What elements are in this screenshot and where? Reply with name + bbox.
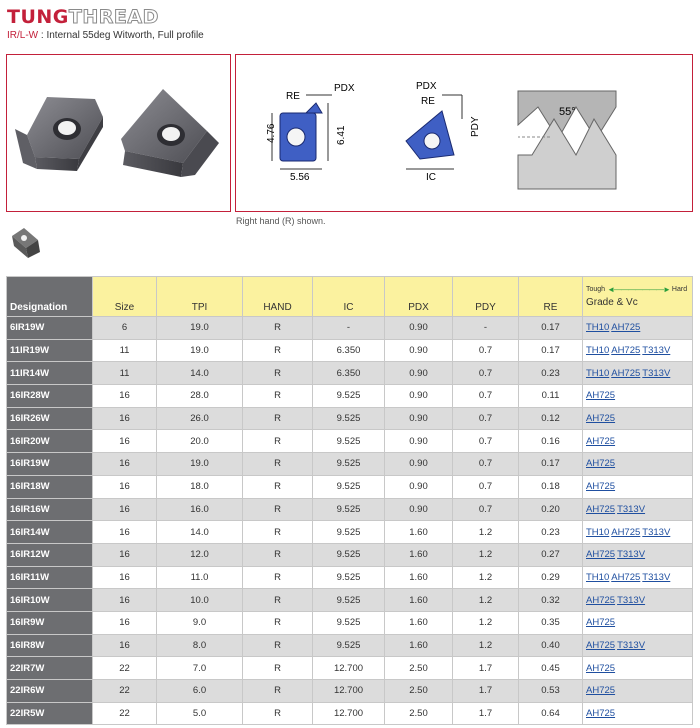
header-hand: HAND	[243, 277, 313, 317]
table-row	[7, 566, 693, 589]
label-re-2: RE	[421, 96, 435, 107]
header-re: RE	[519, 277, 583, 317]
size-cell: 16	[93, 385, 157, 408]
table-row	[7, 339, 693, 362]
designation-cell: 16IR26W	[7, 407, 93, 430]
re-cell: 0.23	[519, 362, 583, 385]
tpi-cell: 19.0	[157, 453, 243, 476]
tpi-cell: 16.0	[157, 498, 243, 521]
grade-link[interactable]: AH725	[586, 708, 616, 720]
tpi-cell: 19.0	[157, 317, 243, 340]
size-cell: 22	[93, 657, 157, 680]
grade-link[interactable]: AH725	[611, 345, 641, 357]
pdx-cell: 2.50	[385, 702, 453, 725]
dim-5-56: 5.56	[290, 172, 310, 183]
header-tpi: TPI	[157, 277, 243, 317]
grade-link[interactable]: AH725	[586, 458, 616, 470]
grade-link[interactable]: AH725	[611, 322, 641, 334]
header-pdy: PDY	[453, 277, 519, 317]
size-cell: 16	[93, 453, 157, 476]
tpi-cell: 5.0	[157, 702, 243, 725]
designation-cell: 16IR18W	[7, 475, 93, 498]
table-row	[7, 543, 693, 566]
ic-cell: 9.525	[313, 407, 385, 430]
grade-link[interactable]: T313V	[617, 639, 646, 651]
re-cell: 0.23	[519, 521, 583, 544]
table-row	[7, 362, 693, 385]
hand-cell: R	[243, 702, 313, 725]
header-grade	[583, 277, 693, 317]
grade-link[interactable]: AH725	[611, 367, 641, 379]
hand-cell: R	[243, 430, 313, 453]
grade-link[interactable]: AH725	[611, 571, 641, 583]
hand-cell: R	[243, 521, 313, 544]
ic-cell: 9.525	[313, 566, 385, 589]
re-cell: 0.18	[519, 475, 583, 498]
grade-link[interactable]: AH725	[586, 435, 616, 447]
grade-link[interactable]: AH725	[586, 617, 616, 629]
hand-cell: R	[243, 453, 313, 476]
size-cell: 16	[93, 611, 157, 634]
ic-cell: 12.700	[313, 702, 385, 725]
size-cell: 16	[93, 521, 157, 544]
table-row	[7, 475, 693, 498]
re-cell: 0.32	[519, 589, 583, 612]
grade-cell	[583, 589, 693, 612]
pdy-cell: 0.7	[453, 339, 519, 362]
grade-link[interactable]: AH725	[586, 594, 616, 606]
pdy-cell: 0.7	[453, 407, 519, 430]
re-cell: 0.12	[519, 407, 583, 430]
hand-cell: R	[243, 339, 313, 362]
hand-cell: R	[243, 407, 313, 430]
grade-link[interactable]: T313V	[642, 367, 671, 379]
dim-4-76: 4.76	[266, 123, 277, 143]
header-ic: IC	[313, 277, 385, 317]
pdx-cell: 0.90	[385, 385, 453, 408]
pdx-cell: 0.90	[385, 430, 453, 453]
header-pdx: PDX	[385, 277, 453, 317]
size-cell: 11	[93, 339, 157, 362]
grade-cell	[583, 657, 693, 680]
tpi-cell: 12.0	[157, 543, 243, 566]
pdx-cell: 0.90	[385, 317, 453, 340]
table-row	[7, 407, 693, 430]
hand-cell: R	[243, 634, 313, 657]
table-row	[7, 385, 693, 408]
re-cell: 0.27	[519, 543, 583, 566]
table-header-row	[7, 277, 693, 317]
re-cell: 0.40	[519, 634, 583, 657]
grade-vc-label: Grade & Vc	[586, 297, 638, 308]
table-row	[7, 680, 693, 703]
label-angle: 55°	[559, 106, 576, 118]
table-row	[7, 702, 693, 725]
grade-cell	[583, 430, 693, 453]
grade-link[interactable]: TH10	[586, 526, 610, 538]
table-row	[7, 589, 693, 612]
pdx-cell: 0.90	[385, 339, 453, 362]
product-code: IR/L-W	[7, 30, 39, 41]
pdx-cell: 0.90	[385, 407, 453, 430]
tough-hard-arrow-icon: ◄———————►	[607, 285, 670, 294]
pdx-cell: 1.60	[385, 566, 453, 589]
designation-cell: 16IR14W	[7, 521, 93, 544]
table-row	[7, 317, 693, 340]
designation-cell: 16IR12W	[7, 543, 93, 566]
product-description: : Internal 55deg Witworth, Full profile	[38, 30, 204, 41]
pdy-cell: 1.2	[453, 566, 519, 589]
hand-cell: R	[243, 589, 313, 612]
grade-link[interactable]: TH10	[586, 322, 610, 334]
re-cell: 0.53	[519, 680, 583, 703]
pdy-cell: 1.2	[453, 543, 519, 566]
designation-cell: 22IR5W	[7, 702, 93, 725]
pdx-cell: 2.50	[385, 680, 453, 703]
pdy-cell: 0.7	[453, 430, 519, 453]
designation-cell: 16IR8W	[7, 634, 93, 657]
tpi-cell: 26.0	[157, 407, 243, 430]
grade-link[interactable]: AH725	[586, 413, 616, 425]
re-cell: 0.45	[519, 657, 583, 680]
grade-link[interactable]: AH725	[586, 549, 616, 561]
size-cell: 22	[93, 680, 157, 703]
size-cell: 16	[93, 589, 157, 612]
tpi-cell: 14.0	[157, 362, 243, 385]
tough-hard-scale	[586, 285, 692, 294]
ic-cell: 12.700	[313, 657, 385, 680]
grade-link[interactable]: AH725	[611, 526, 641, 538]
grade-link[interactable]: T313V	[617, 549, 646, 561]
re-cell: 0.11	[519, 385, 583, 408]
dimension-diagram-panel	[235, 54, 693, 212]
hard-label: Hard	[671, 286, 688, 293]
hand-cell: R	[243, 566, 313, 589]
ic-cell: 9.525	[313, 589, 385, 612]
label-pdy: PDY	[470, 116, 481, 137]
grade-link[interactable]: AH725	[586, 390, 616, 402]
grade-link[interactable]: TH10	[586, 345, 610, 357]
grade-cell	[583, 317, 693, 340]
pdy-cell: 0.7	[453, 475, 519, 498]
insert-thumbnail	[8, 226, 44, 260]
ic-cell: 9.525	[313, 498, 385, 521]
ic-cell: 9.525	[313, 453, 385, 476]
pdy-cell: 0.7	[453, 362, 519, 385]
designation-cell: 22IR6W	[7, 680, 93, 703]
table-row	[7, 521, 693, 544]
designation-cell: 22IR7W	[7, 657, 93, 680]
hand-cell: R	[243, 680, 313, 703]
re-cell: 0.17	[519, 317, 583, 340]
size-cell: 16	[93, 475, 157, 498]
ic-cell: 9.525	[313, 475, 385, 498]
tpi-cell: 9.0	[157, 611, 243, 634]
hand-cell: R	[243, 362, 313, 385]
pdy-cell: 1.2	[453, 634, 519, 657]
label-pdx-2: PDX	[416, 81, 437, 92]
grade-link[interactable]: AH725	[586, 662, 616, 674]
pdy-cell: 1.7	[453, 702, 519, 725]
pdy-cell: -	[453, 317, 519, 340]
grade-link[interactable]: AH725	[586, 685, 616, 697]
grade-cell	[583, 634, 693, 657]
grade-link[interactable]: T313V	[617, 594, 646, 606]
dim-6-41: 6.41	[336, 125, 347, 145]
brand-logo	[7, 6, 159, 28]
designation-cell: 6IR19W	[7, 317, 93, 340]
designation-cell: 11IR19W	[7, 339, 93, 362]
ic-cell: 6.350	[313, 339, 385, 362]
label-pdx-1: PDX	[334, 83, 355, 94]
re-cell: 0.20	[519, 498, 583, 521]
tough-label: Tough	[586, 286, 606, 293]
ic-cell: 9.525	[313, 430, 385, 453]
grade-link[interactable]: T313V	[642, 571, 671, 583]
pdx-cell: 0.90	[385, 475, 453, 498]
hand-cell: R	[243, 657, 313, 680]
re-cell: 0.64	[519, 702, 583, 725]
grade-cell	[583, 453, 693, 476]
tpi-cell: 7.0	[157, 657, 243, 680]
pdx-cell: 1.60	[385, 611, 453, 634]
insert-photo-panel	[6, 54, 231, 212]
pdx-cell: 0.90	[385, 453, 453, 476]
re-cell: 0.29	[519, 566, 583, 589]
hand-cell: R	[243, 385, 313, 408]
pdx-cell: 1.60	[385, 543, 453, 566]
size-cell: 16	[93, 543, 157, 566]
pdx-cell: 1.60	[385, 589, 453, 612]
ic-cell: -	[313, 317, 385, 340]
designation-cell: 16IR16W	[7, 498, 93, 521]
re-cell: 0.17	[519, 339, 583, 362]
tpi-cell: 6.0	[157, 680, 243, 703]
designation-cell: 11IR14W	[7, 362, 93, 385]
ic-cell: 6.350	[313, 362, 385, 385]
label-re-1: RE	[286, 91, 300, 102]
pdy-cell: 0.7	[453, 453, 519, 476]
pdx-cell: 1.60	[385, 634, 453, 657]
pdx-cell: 1.60	[385, 521, 453, 544]
size-cell: 16	[93, 498, 157, 521]
grade-cell	[583, 521, 693, 544]
designation-cell: 16IR28W	[7, 385, 93, 408]
table-row	[7, 453, 693, 476]
tpi-cell: 28.0	[157, 385, 243, 408]
grade-cell	[583, 385, 693, 408]
grade-link[interactable]: T313V	[642, 526, 671, 538]
grade-cell	[583, 680, 693, 703]
ic-cell: 9.525	[313, 611, 385, 634]
table-row	[7, 430, 693, 453]
designation-cell: 16IR10W	[7, 589, 93, 612]
ic-cell: 12.700	[313, 680, 385, 703]
grade-link[interactable]: AH725	[586, 481, 616, 493]
pdy-cell: 1.7	[453, 657, 519, 680]
size-cell: 16	[93, 430, 157, 453]
pdx-cell: 2.50	[385, 657, 453, 680]
grade-cell	[583, 498, 693, 521]
table-row	[7, 498, 693, 521]
product-subtitle	[7, 30, 204, 41]
hand-cell: R	[243, 475, 313, 498]
tpi-cell: 14.0	[157, 521, 243, 544]
pdx-cell: 0.90	[385, 498, 453, 521]
grade-link[interactable]: T313V	[642, 345, 671, 357]
insert-photo	[7, 55, 230, 211]
ic-cell: 9.525	[313, 521, 385, 544]
grade-cell	[583, 543, 693, 566]
table-row	[7, 611, 693, 634]
grade-cell	[583, 475, 693, 498]
hand-cell: R	[243, 317, 313, 340]
grade-cell	[583, 566, 693, 589]
re-cell: 0.17	[519, 453, 583, 476]
designation-cell: 16IR19W	[7, 453, 93, 476]
insert-table	[6, 276, 693, 725]
tpi-cell: 19.0	[157, 339, 243, 362]
ic-cell: 9.525	[313, 543, 385, 566]
designation-cell: 16IR11W	[7, 566, 93, 589]
grade-link[interactable]: AH725	[586, 503, 616, 515]
grade-link[interactable]: AH725	[586, 639, 616, 651]
table-row	[7, 657, 693, 680]
ic-cell: 9.525	[313, 385, 385, 408]
hand-cell: R	[243, 543, 313, 566]
tpi-cell: 8.0	[157, 634, 243, 657]
pdx-cell: 0.90	[385, 362, 453, 385]
header-size: Size	[93, 277, 157, 317]
size-cell: 6	[93, 317, 157, 340]
designation-cell: 16IR20W	[7, 430, 93, 453]
hand-cell: R	[243, 498, 313, 521]
grade-cell	[583, 362, 693, 385]
grade-link[interactable]: TH10	[586, 367, 610, 379]
tpi-cell: 18.0	[157, 475, 243, 498]
pdy-cell: 1.2	[453, 521, 519, 544]
size-cell: 16	[93, 566, 157, 589]
ic-cell: 9.525	[313, 634, 385, 657]
re-cell: 0.35	[519, 611, 583, 634]
tpi-cell: 10.0	[157, 589, 243, 612]
re-cell: 0.16	[519, 430, 583, 453]
label-ic: IC	[426, 172, 436, 183]
brand-part1: TUNG	[7, 6, 69, 28]
grade-cell	[583, 702, 693, 725]
header-designation: Designation	[7, 277, 93, 317]
pdy-cell: 1.2	[453, 589, 519, 612]
tpi-cell: 20.0	[157, 430, 243, 453]
size-cell: 22	[93, 702, 157, 725]
pdy-cell: 1.2	[453, 611, 519, 634]
table-body	[7, 317, 693, 725]
pdy-cell: 1.7	[453, 680, 519, 703]
pdy-cell: 0.7	[453, 498, 519, 521]
size-cell: 16	[93, 407, 157, 430]
dimension-diagram	[236, 55, 692, 211]
size-cell: 16	[93, 634, 157, 657]
brand-part2: THREAD	[68, 6, 159, 28]
designation-cell: 16IR9W	[7, 611, 93, 634]
grade-link[interactable]: TH10	[586, 571, 610, 583]
right-hand-note: Right hand (R) shown.	[236, 216, 326, 226]
tpi-cell: 11.0	[157, 566, 243, 589]
grade-link[interactable]: T313V	[617, 503, 646, 515]
table-row	[7, 634, 693, 657]
hand-cell: R	[243, 611, 313, 634]
pdy-cell: 0.7	[453, 385, 519, 408]
grade-cell	[583, 407, 693, 430]
grade-cell	[583, 611, 693, 634]
size-cell: 11	[93, 362, 157, 385]
grade-cell	[583, 339, 693, 362]
